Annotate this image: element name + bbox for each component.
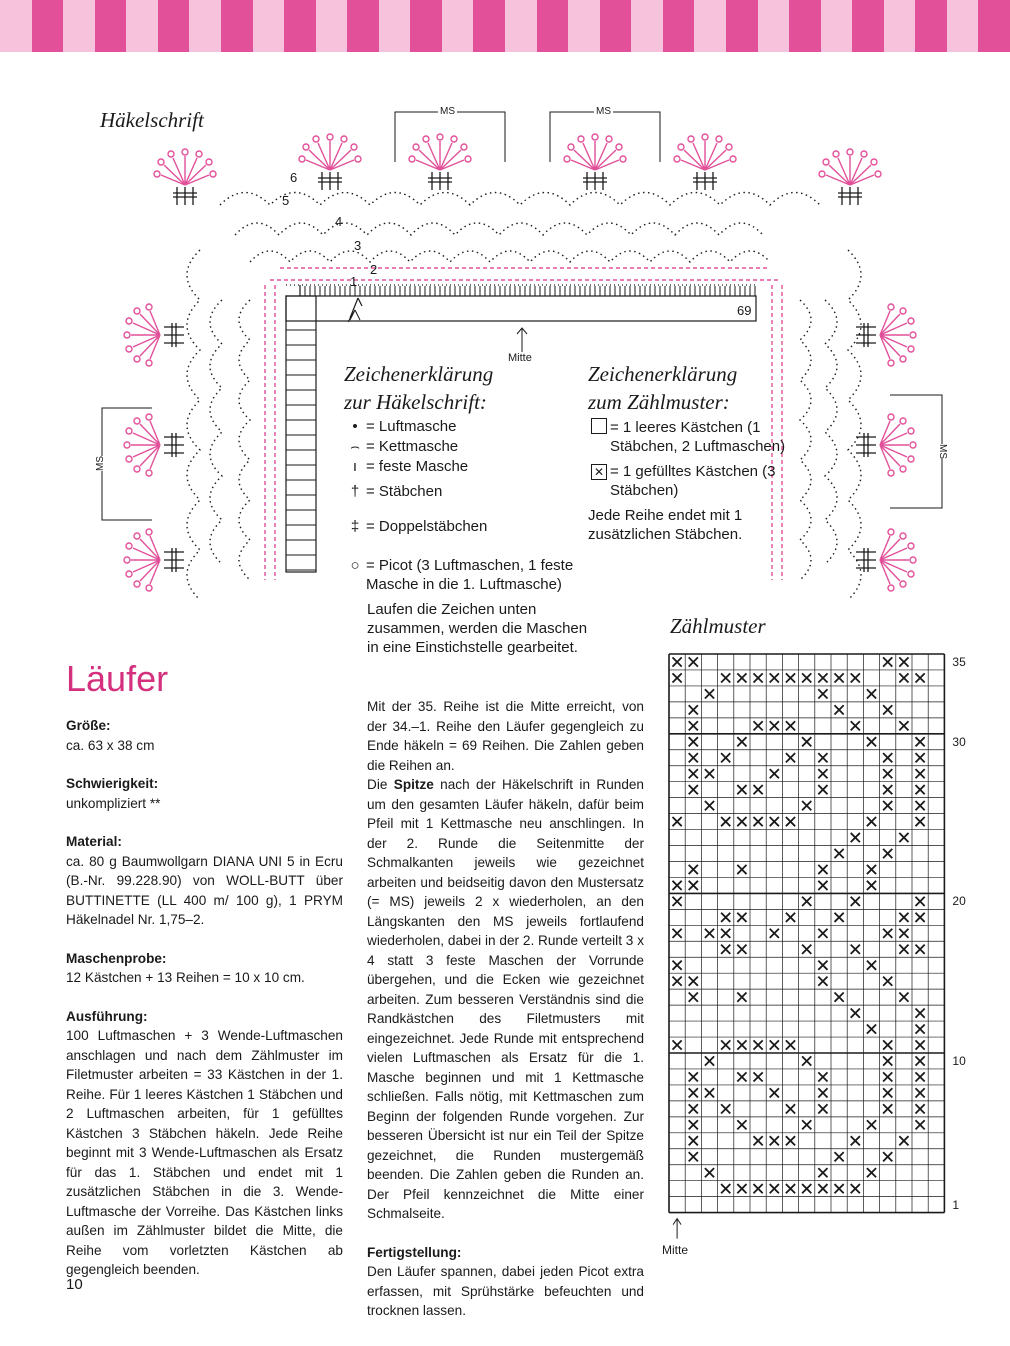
filled-cell [883, 1072, 892, 1081]
filled-cell [802, 945, 811, 954]
filled-cell [883, 753, 892, 762]
ms-label-left: MS [95, 456, 106, 471]
filled-cell [754, 785, 763, 794]
filled-cell [721, 1040, 730, 1049]
filled-cell [899, 929, 908, 938]
filled-cell [754, 1136, 763, 1145]
filled-cell [689, 1120, 698, 1129]
filled-cell [818, 1088, 827, 1097]
filled-cell [770, 1040, 779, 1049]
filled-cell [689, 737, 698, 746]
filled-cell [786, 1136, 795, 1145]
filled-cell [818, 1104, 827, 1113]
filled-cell [705, 769, 714, 778]
filled-cell [673, 657, 682, 666]
filled-cell [867, 1168, 876, 1177]
filled-cell [867, 1120, 876, 1129]
filled-cell [851, 1136, 860, 1145]
filled-cell [851, 673, 860, 682]
filled-cell [916, 913, 925, 922]
filled-cell [689, 1136, 698, 1145]
filled-cell [770, 721, 779, 730]
filled-cell [818, 881, 827, 890]
filled-cell [916, 1088, 925, 1097]
filled-cell [818, 769, 827, 778]
filled-cell [786, 753, 795, 762]
filled-cell [802, 1184, 811, 1193]
filled-cell [916, 1009, 925, 1018]
filled-cell [705, 689, 714, 698]
filled-cell [883, 705, 892, 714]
filled-cell [818, 1072, 827, 1081]
filled-cell [754, 817, 763, 826]
filled-cell [737, 1120, 746, 1129]
filled-cell [802, 897, 811, 906]
filled-cell [737, 817, 746, 826]
filled-cell [802, 673, 811, 682]
filled-cell [899, 1136, 908, 1145]
chart-row-label: 10 [952, 1054, 966, 1068]
filled-cell [786, 913, 795, 922]
schwierigkeit-heading: Schwierigkeit: [66, 776, 159, 791]
filled-cell [689, 881, 698, 890]
filled-cell [802, 1056, 811, 1065]
filled-cell [916, 1056, 925, 1065]
filled-cell [689, 977, 698, 986]
ms-label-top-2: MS [596, 106, 611, 117]
slip-stitch-icon: ⌢ [350, 438, 360, 455]
filled-cell [673, 1040, 682, 1049]
filled-cell [883, 1088, 892, 1097]
filled-cell [916, 785, 925, 794]
filled-cell [899, 913, 908, 922]
filled-cell [883, 977, 892, 986]
chart-row-label: 1 [952, 1197, 960, 1212]
maschenprobe-heading: Maschenprobe: [66, 950, 167, 966]
fertig-heading: Fertigstellung: [367, 1244, 462, 1260]
filled-cell [786, 721, 795, 730]
filled-cell [851, 721, 860, 730]
filled-cell [835, 705, 844, 714]
filled-cell [770, 1136, 779, 1145]
filled-cell [737, 913, 746, 922]
filled-cell [818, 961, 827, 970]
filled-cell [721, 929, 730, 938]
filled-cell [786, 1040, 795, 1049]
single-crochet-icon: ı [352, 458, 358, 475]
filled-cell [851, 897, 860, 906]
row-count-label: 69 [737, 303, 752, 318]
round-number-4: 4 [335, 214, 343, 229]
filled-cell [818, 929, 827, 938]
filled-cell [802, 801, 811, 810]
filled-cell [835, 913, 844, 922]
filled-cell [867, 881, 876, 890]
filled-cell [851, 1009, 860, 1018]
filled-cell [737, 945, 746, 954]
filled-cell [737, 1072, 746, 1081]
filled-cell [818, 689, 827, 698]
filled-cell [916, 897, 925, 906]
filled-cell [916, 1024, 925, 1033]
legend-chart-title-1: Zeichenerklärung [588, 362, 738, 386]
page-number: 10 [66, 1276, 83, 1293]
filled-cell [867, 817, 876, 826]
filled-cell [673, 673, 682, 682]
filled-cell [754, 721, 763, 730]
filled-cell [770, 817, 779, 826]
filled-cell [786, 1104, 795, 1113]
filled-cell [721, 945, 730, 954]
round-number-2: 2 [370, 262, 378, 277]
round-number-5: 5 [282, 193, 290, 208]
ausfuehrung-text: 100 Luftmaschen + 3 Wende-Luftmaschen anschlagen und nach dem Zählmuster im Filetmuster arbeiten = 33 Kästchen in der 1. Reihe. Für 1 leeres Kästchen 1 Stäbchen und 2 Luftmaschen arbeiten, für 1 gefülltes Kästchen 3 Stäbchen häkeln. Jede Reihe beginnt mit 3 Wende-Luftmaschen als Ersatz für das 1. Stäbchen und endet mit 1 zusätzlichen Stäbchen in die 3. Wende-Luftmasche der Vorreihe. Das Kästchen links außen im Zählmuster bildet die Mitte, die Reihe vom vorletzten Kästchen ab gegengleich beenden. [66, 1028, 343, 1277]
filled-cell [818, 1168, 827, 1177]
filled-cell [899, 833, 908, 842]
filled-cell [689, 721, 698, 730]
filled-cell [721, 913, 730, 922]
filled-cell [737, 1040, 746, 1049]
filled-cell [673, 961, 682, 970]
filled-cell [802, 737, 811, 746]
filled-cell [689, 785, 698, 794]
filled-cell [818, 785, 827, 794]
legend-item-doppelstaebchen: = Doppelstäbchen [366, 518, 488, 535]
maschenprobe-text: 12 Kästchen + 13 Reihen = 10 x 10 cm. [66, 970, 305, 985]
filled-cell [883, 657, 892, 666]
filled-cell [689, 753, 698, 762]
filled-cell [705, 801, 714, 810]
mitte-label-top: Mitte [508, 352, 532, 364]
filled-cell [689, 705, 698, 714]
col2-p2-bold: Spitze [393, 777, 434, 792]
treble-crochet-icon: ‡ [350, 518, 360, 535]
filled-cell [689, 993, 698, 1002]
chart-title: Zählmuster [670, 614, 766, 638]
filled-cell [705, 1056, 714, 1065]
ms-label-right: MS [937, 444, 948, 459]
chart-row-label: 20 [952, 894, 966, 909]
dot-icon: • [352, 418, 358, 435]
filled-cell [883, 801, 892, 810]
filled-cell [754, 1072, 763, 1081]
filled-cell [867, 865, 876, 874]
filled-cell [835, 1184, 844, 1193]
filled-cell [721, 673, 730, 682]
crochet-diagram-title: Häkelschrift [100, 108, 204, 132]
legend-crochet-title-2: zur Häkelschrift: [344, 390, 487, 414]
filled-cell [673, 897, 682, 906]
legend-item-kettmasche: = Kettmasche [366, 438, 459, 455]
legend-crochet-note: Laufen die Zeichen unten zusammen, werden die Maschen in eine Einstichstelle gearbeitet. [367, 601, 588, 656]
filled-box-icon: ✕ [588, 462, 610, 481]
filled-cell [916, 1120, 925, 1129]
filled-cell [835, 993, 844, 1002]
mitte-arrow-icon [673, 1219, 681, 1239]
filled-cell [867, 961, 876, 970]
filled-cell [883, 1040, 892, 1049]
filled-cell [883, 785, 892, 794]
filled-cell [721, 753, 730, 762]
legend-item-staebchen: = Stäbchen [366, 483, 443, 500]
filled-cell [851, 945, 860, 954]
filled-cell [689, 1152, 698, 1161]
legend-chart-title-2: zum Zählmuster: [588, 390, 730, 414]
filled-cell [916, 1104, 925, 1113]
filled-cell [689, 769, 698, 778]
filled-cell [689, 865, 698, 874]
legend-item-luftmasche: = Luftmasche [366, 418, 457, 435]
filled-cell [916, 769, 925, 778]
filled-cell [867, 1024, 876, 1033]
filled-cell [835, 673, 844, 682]
material-text: ca. 80 g Baumwollgarn DIANA UNI 5 in Ecru (B.-Nr. 99.228.90) von WOLL-BUTT über BUTTINETTE (LL 400 m/ 100 g), 1 PRYM Häkelnadel Nr. 1,75–2. [66, 853, 343, 927]
filled-cell [867, 737, 876, 746]
filled-cell [737, 737, 746, 746]
filled-cell [818, 977, 827, 986]
round-number-1: 1 [350, 274, 358, 289]
filled-cell [786, 673, 795, 682]
filled-cell [786, 1184, 795, 1193]
filled-cell [705, 929, 714, 938]
filled-cell [818, 865, 827, 874]
filled-cell [770, 673, 779, 682]
filled-cell [754, 1184, 763, 1193]
groesse-text: ca. 63 x 38 cm [66, 737, 155, 753]
groesse-heading: Größe: [66, 718, 111, 733]
material-heading: Material: [66, 834, 122, 849]
filled-cell [835, 1152, 844, 1161]
schwierigkeit-text: unkompliziert ** [66, 795, 161, 811]
filled-cell [835, 849, 844, 858]
filled-cell [916, 945, 925, 954]
round-number-3: 3 [354, 238, 362, 253]
filled-cell [883, 849, 892, 858]
filled-cell [883, 769, 892, 778]
chart-row-label: 30 [952, 734, 966, 749]
round-number-6: 6 [290, 170, 298, 185]
filled-cell [721, 817, 730, 826]
filled-cell [916, 673, 925, 682]
ausfuehrung-heading: Ausführung: [66, 1008, 148, 1024]
filled-cell [737, 673, 746, 682]
filled-cell [689, 1088, 698, 1097]
filled-cell [673, 977, 682, 986]
fertig-text: Den Läufer spannen, dabei jeden Picot extra erfassen, mit Sprühstärke befeuchten und trocknen lassen. [367, 1264, 644, 1318]
filled-cell [705, 1088, 714, 1097]
legend-item-feste-masche: = feste Masche [366, 458, 469, 475]
filled-cell [916, 1072, 925, 1081]
filled-cell [883, 929, 892, 938]
filled-cell [899, 657, 908, 666]
legend-item-empty-box: = 1 leeres Kästchen (1 Stäbchen, 2 Luftmaschen) [610, 419, 786, 455]
filled-cell [883, 1056, 892, 1065]
filled-cell [721, 1184, 730, 1193]
filled-cell [786, 817, 795, 826]
filled-cell [818, 1184, 827, 1193]
filled-cell [705, 1168, 714, 1177]
double-crochet-icon: † [350, 483, 360, 500]
filled-cell [899, 721, 908, 730]
col2-paragraph-1: Mit der 35. Reihe ist die Mitte erreicht, von der 34.–1. Reihe den Läufer gegengleich zu Ende häkeln = 69 Reihen. Die Zahlen geben die Reihen an. [367, 699, 644, 773]
filled-cell [851, 1184, 860, 1193]
picot-icon: ○ [350, 557, 360, 574]
filled-cell [916, 817, 925, 826]
filled-cell [916, 753, 925, 762]
filled-cell [754, 1040, 763, 1049]
filled-cell [770, 929, 779, 938]
legend-chart-note: Jede Reihe endet mit 1 zusätzlichen Stäbchen. [588, 507, 743, 543]
filled-cell [899, 993, 908, 1002]
legend-item-picot: = Picot (3 Luftmaschen, 1 feste Masche in die 1. Luftmasche) [366, 557, 574, 593]
filled-cell [883, 1152, 892, 1161]
filled-cell [737, 785, 746, 794]
col2-p2-post: nach der Häkelschrift in Runden um den gesamten Läufer häkeln, dafür beim Pfeil mit 1 Kettmasche neu anschlingen. In der 2. Runde die Seitenmitte der Schmalkanten jeweils wie gezeichnet arbeiten und beidseitig davon den Mustersatz (= MS) jeweils 2 x wiederholen, an den Längskanten den MS jeweils fortlaufend wiederholen, dabei in der 2. Runde verteilt 3 x 4 statt 3 feste Maschen der Vorrunde übergehen, und die Ecken wie gezeichnet arbeiten. Zum besseren Verständnis sind die Randkästchen des Filetmusters mit eingezeichnet. Jede Runde mit entsprechend vielen Luftmaschen als Ersatz für die 1. Masche beginnen und mit 1 Kettmasche schließen. Falls nötig, mit Kettmaschen zum Beginn der folgenden Runde vorgehen. Zur besseren Übersicht ist nur ein Teil der Spitze gezeichnet, die Runden mustergemäß beenden. Die Zahlen geben die Runden an. Der Pfeil kennzeichnet die Mitte einer Schmalseite. [367, 777, 644, 1221]
ms-label-top-1: MS [440, 106, 455, 117]
filled-cell [899, 673, 908, 682]
filled-cell [916, 737, 925, 746]
filled-cell [802, 1120, 811, 1129]
chart-row-label: 35 [952, 655, 966, 669]
filled-cell [689, 1072, 698, 1081]
filled-cell [673, 817, 682, 826]
filled-cell [737, 865, 746, 874]
filled-cell [851, 833, 860, 842]
filled-cell [916, 801, 925, 810]
chart-x-label: Mitte [662, 1243, 689, 1257]
filled-cell [818, 673, 827, 682]
filled-cell [721, 1104, 730, 1113]
filled-cell [916, 1040, 925, 1049]
filled-cell [673, 929, 682, 938]
filled-cell [737, 1184, 746, 1193]
filled-cell [754, 673, 763, 682]
filled-cell [737, 993, 746, 1002]
filled-cell [673, 881, 682, 890]
filled-cell [689, 1104, 698, 1113]
page-title: Läufer [66, 658, 169, 699]
legend-item-filled-box: = 1 gefülltes Kästchen (3 Stäbchen) [610, 463, 776, 499]
filled-cell [883, 1104, 892, 1113]
filled-cell [770, 1088, 779, 1097]
filled-cell [818, 753, 827, 762]
filled-cell [867, 689, 876, 698]
filled-cell [689, 657, 698, 666]
legend-crochet-title-1: Zeichenerklärung [344, 362, 494, 386]
filled-cell [899, 945, 908, 954]
filled-cell [770, 1184, 779, 1193]
col2-p2-pre: Die [367, 777, 394, 792]
filled-cell [770, 769, 779, 778]
